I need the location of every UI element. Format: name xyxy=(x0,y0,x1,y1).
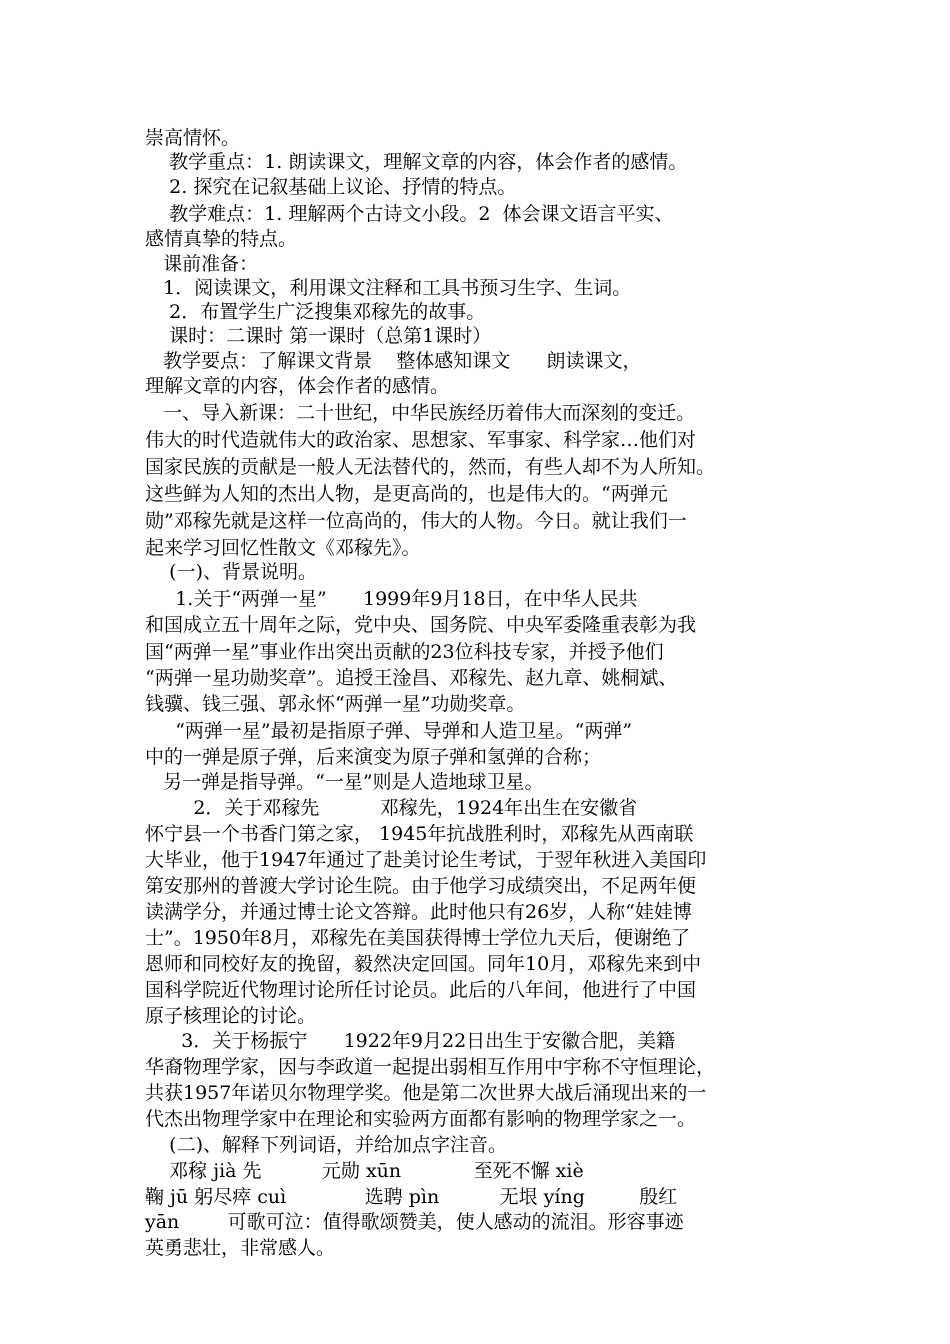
text-line: (一)、背景说明。 xyxy=(145,561,317,583)
text-line: 教学要点：了解课文背景 整体感知课文 朗读课文， xyxy=(145,350,642,372)
text-line: 2．布置学生广泛搜集邓稼先的故事。 xyxy=(145,301,486,323)
text-line: 一、导入新课：二十世纪，中华民族经历着伟大而深刻的变迁。 xyxy=(145,402,696,424)
text-line: 大毕业，他于1947年通过了赴美讨论生考试，于翌年秋进入美国印 xyxy=(145,849,707,871)
text-line: 另一弹是指导弹。“一星”则是人造地球卫星。 xyxy=(145,771,544,793)
text-line: 教学重点：1. 朗读课文，理解文章的内容，体会作者的感情。 xyxy=(145,151,688,173)
text-line: 英勇悲壮，非常感人。 xyxy=(145,1237,336,1259)
text-line: 国科学院近代物理讨论所任讨论员。此后的八年间，他进行了中国 xyxy=(145,979,697,1001)
text-line: 1.关于“两弹一星” 1999年9月18日，在中华人民共 xyxy=(145,588,638,610)
text-line: “两弹一星”最初是指原子弹、导弹和人造卫星。“两弹” xyxy=(145,720,633,742)
text-line: 感情真挚的特点。 xyxy=(145,228,298,250)
text-line: 读满学分，并通过博士论文答辩。此时他只有26岁，人称“娃娃博 xyxy=(145,901,692,923)
text-line: 邓稼 jià 先 元勋 xūn 至死不懈 xiè xyxy=(145,1160,584,1182)
text-line: yān 可歌可泣：值得歌颂赞美，使人感动的流泪。形容事迹 xyxy=(145,1211,684,1233)
text-line: 国家民族的贡献是一般人无法替代的，然而，有些人却不为人所知。 xyxy=(145,456,716,478)
text-line: 中的一弹是原子弹，后来演变为原子弹和氢弹的合称； xyxy=(145,746,602,768)
text-line: 鞠 jū 躬尽瘁 cuì 选聘 pìn 无垠 yíng 殷红 xyxy=(145,1186,678,1208)
text-line: 原子核理论的讨论。 xyxy=(145,1005,317,1027)
text-line: 恩师和同校好友的挽留，毅然决定回国。同年10月，邓稼先来到中 xyxy=(145,953,702,975)
text-line: 2．关于邓稼先 邓稼先，1924年出生在安徽省 xyxy=(145,797,638,819)
text-line: 华裔物理学家，因与李政道一起提出弱相互作用中宇称不守恒理论， xyxy=(145,1056,716,1078)
text-line: 士”。1950年8月，邓稼先在美国获得博士学位九天后，便谢绝了 xyxy=(145,927,691,949)
text-line: 代杰出物理学家中在理论和实验两方面都有影响的物理学家之一。 xyxy=(145,1108,697,1130)
text-line: 共获1957年诺贝尔物理学奖。他是第二次世界大战后涌现出来的一 xyxy=(145,1082,707,1104)
text-line: 起来学习回忆性散文《邓稼先》。 xyxy=(145,537,421,559)
text-line: 伟大的时代造就伟大的政治家、思想家、军事家、科学家…他们对 xyxy=(145,429,697,451)
text-line: 1．阅读课文，利用课文注释和工具书预习生字、生词。 xyxy=(145,277,632,299)
text-line: 这些鲜为人知的杰出人物，是更高尚的，也是伟大的。“两弹元 xyxy=(145,483,668,505)
text-line: 勋”邓稼先就是这样一位高尚的，伟大的人物。今日。就让我们一 xyxy=(145,510,687,532)
text-line: “两弹一星功勋奖章”。追授王淦昌、邓稼先、赵九章、姚桐斌、 xyxy=(145,667,678,689)
text-line: (二)、解释下列词语，并给加点字注音。 xyxy=(145,1134,507,1156)
text-line: 崇高情怀。 xyxy=(145,127,241,149)
text-line: 课前准备： xyxy=(145,253,259,275)
text-line: 第安那州的普渡大学讨论生院。由于他学习成绩突出，不足两年便 xyxy=(145,875,697,897)
text-line: 理解文章的内容，体会作者的感情。 xyxy=(145,375,450,397)
text-line: 和国成立五十周年之际，党中央、国务院、中央军委隆重表彰为我 xyxy=(145,614,697,636)
text-line: 钱骥、钱三强、郭永怀“两弹一星”功勋奖章。 xyxy=(145,693,526,715)
text-line: 3．关于杨振宁 1922年9月22日出生于安徽合肥，美籍 xyxy=(145,1030,676,1052)
text-line: 2. 探究在记叙基础上议论、抒情的特点。 xyxy=(145,176,517,198)
text-line: 国“两弹一星”事业作出突出贡献的23位科技专家，并授予他们 xyxy=(145,641,664,663)
text-line: 教学难点：1. 理解两个古诗文小段。2 体会课文语言平实、 xyxy=(145,203,674,225)
text-line: 怀宁县一个书香门第之家， 1945年抗战胜利时，邓稼先从西南联 xyxy=(145,823,694,845)
text-line: 课时：二课时 第一课时（总第1课时） xyxy=(145,325,492,347)
